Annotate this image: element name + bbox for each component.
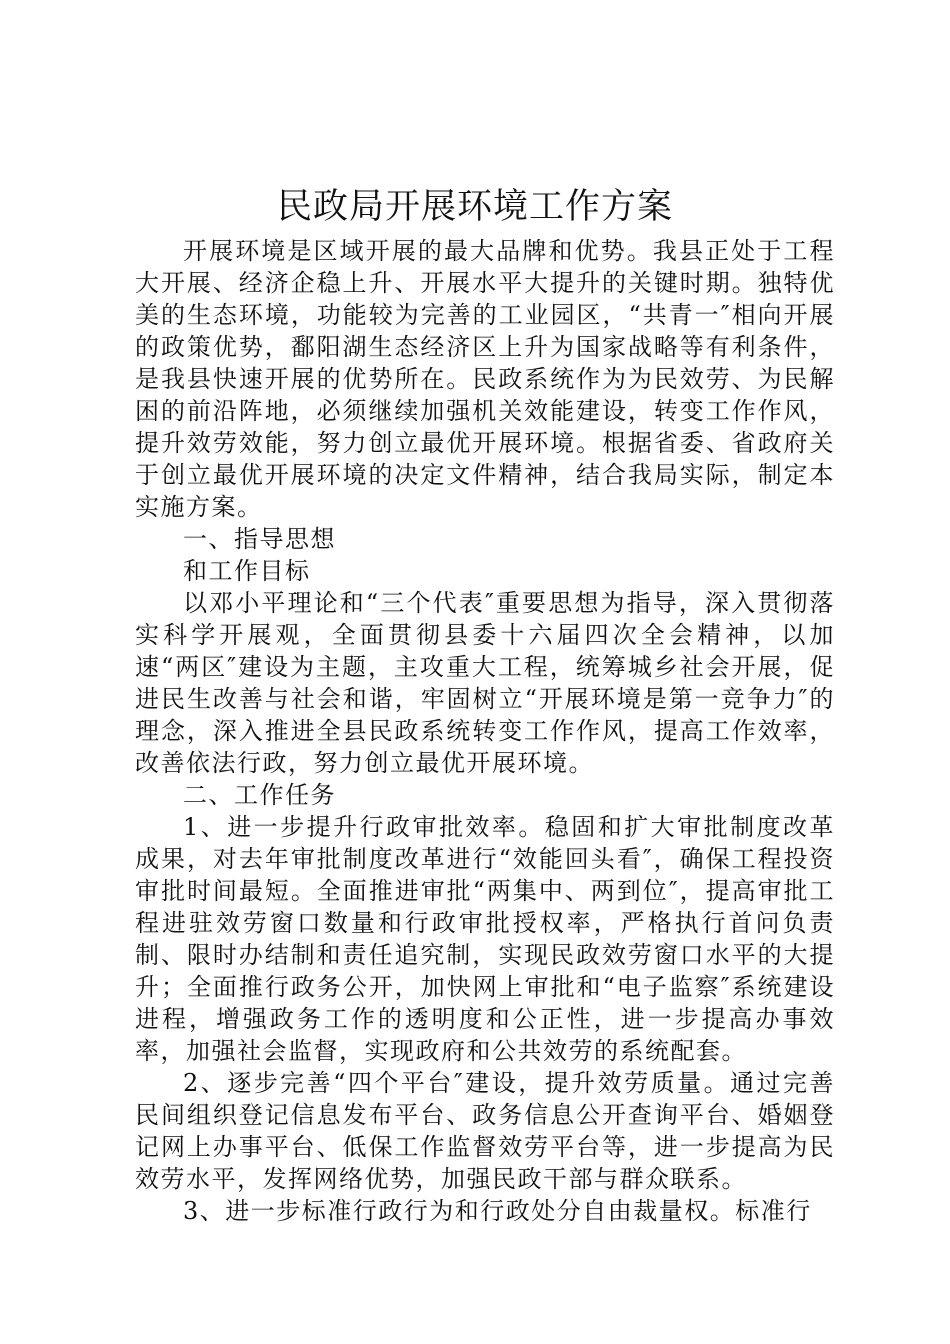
heading-guiding-ideology: 一、指导思想 [183, 525, 336, 553]
document-body [135, 235, 835, 1227]
document-title: 民政局开展环境工作方案 [276, 187, 673, 227]
paragraph-task-2: 2、逐步完善“四个平台″建设，提升效劳质量。通过完善民间组织登记信息发布平台、政务信息公开查询平台、婚姻登记网上办事平台、低保工作监督效劳平台等，进一步提高为民效劳水平，发挥网络优势，加强民政干部与群众联系。 [135, 1069, 835, 1193]
paragraph-task-3: 3、进一步标准行政行为和行政处分自由裁量权。标准行 [183, 1197, 812, 1225]
paragraph-guiding-ideology: 以邓小平理论和“三个代表″重要思想为指导，深入贯彻落实科学开展观，全面贯彻县委十六届四次全会精神，以加速“两区″建设为主题，主攻重大工程，统筹城乡社会开展，促进民生改善与社会和谐，牢固树立“开展环境是第一竞争力″的理念，深入推进全县民政系统转变工作作风，提高工作效率，改善依法行政，努力创立最优开展环境。 [135, 589, 835, 777]
paragraph-task-1: 1、进一步提升行政审批效率。稳固和扩大审批制度改革成果，对去年审批制度改革进行“效能回头看″，确保工程投资审批时间最短。全面推进审批“两集中、两到位″，提高审批工程进驻效劳窗口数量和行政审批授权率，严格执行首问负责制、限时办结制和责任追究制，实现民政效劳窗口水平的大提升；全面推行政务公开，加快网上审批和“电子监察″系统建设进程，增强政务工作的透明度和公正性，进一步提高办事效率，加强社会监督，实现政府和公共效劳的系统配套。 [135, 813, 835, 1065]
paragraph-intro: 开展环境是区域开展的最大品牌和优势。我县正处于工程大开展、经济企稳上升、开展水平大提升的关键时期。独特优美的生态环境，功能较为完善的工业园区，“共青一″相向开展的政策优势，鄱阳湖生态经济区上升为国家战略等有利条件，是我县快速开展的优势所在。民政系统作为为民效劳、为民解困的前沿阵地，必须继续加强机关效能建设，转变工作作风，提升效劳效能，努力创立最优开展环境。根据省委、省政府关于创立最优开展环境的决定文件精神，结合我局实际，制定本实施方案。 [135, 237, 835, 521]
heading-work-goals: 和工作目标 [183, 557, 311, 585]
heading-work-tasks: 二、工作任务 [183, 781, 336, 809]
